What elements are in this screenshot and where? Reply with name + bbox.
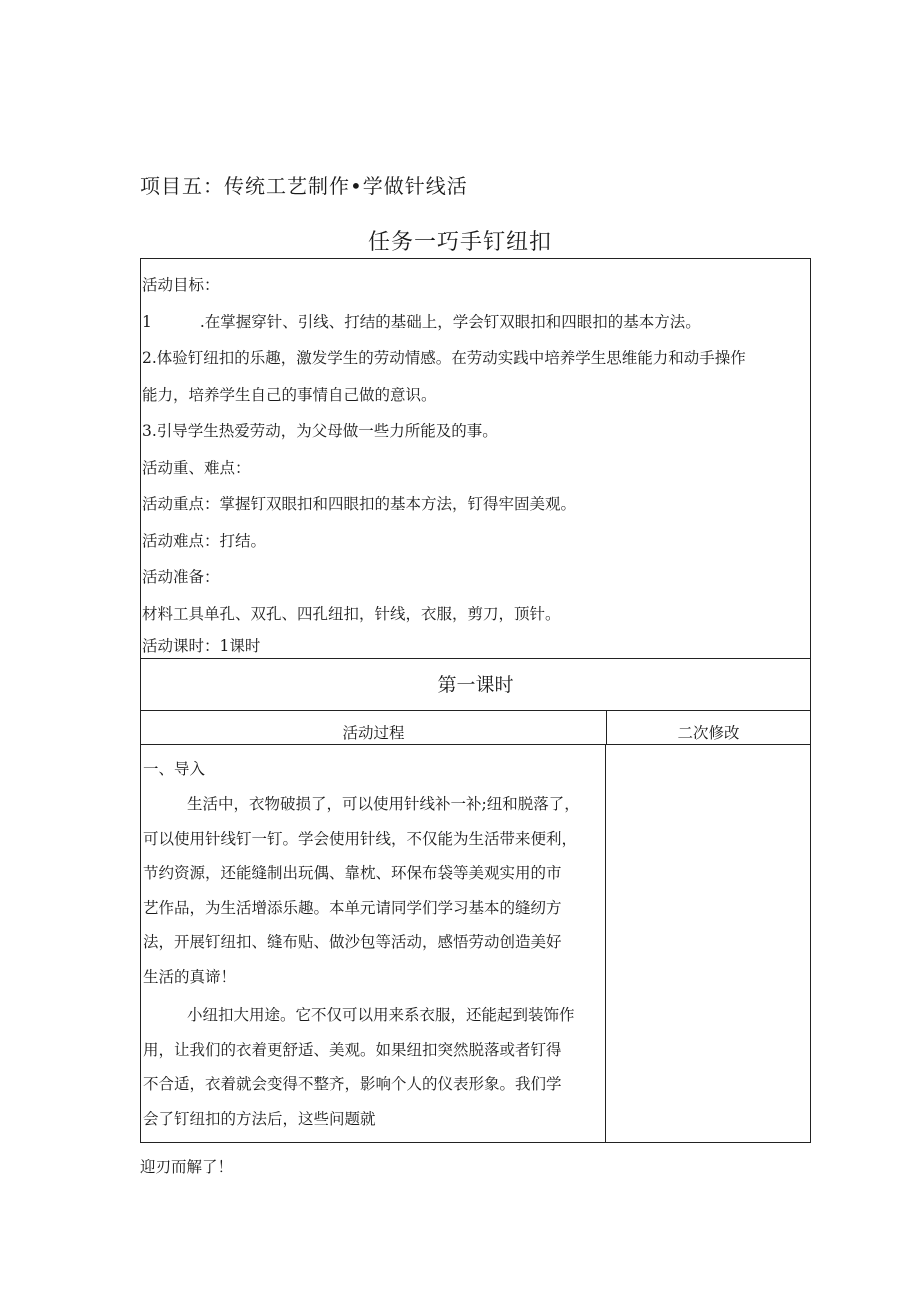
objective-item-1-number: 1 xyxy=(142,312,152,331)
difficulty-point: 活动难点：打结。 xyxy=(142,531,267,550)
para1-line-3: 节约资源，还能缝制出玩偶、靠枕、环保布袋等美观实用的市 xyxy=(143,864,562,882)
objective-item-1 xyxy=(142,304,806,341)
section-heading-intro: 一、导入 xyxy=(143,760,206,778)
continuation-text: 迎刃而解了！ xyxy=(140,1158,234,1176)
column-header-process: 活动过程 xyxy=(141,711,607,744)
para1-line-5: 法，开展钉纽扣、缝布贴、做沙包等活动，感悟劳动创造美好 xyxy=(143,933,562,951)
column-header-revision: 二次修改 xyxy=(677,724,740,742)
para1-line-2: 可以使用针线钉一钉。学会使用针线，不仅能为生活带来便利， xyxy=(143,829,578,848)
table-header-row xyxy=(140,710,811,745)
preparation-heading: 活动准备： xyxy=(142,568,220,586)
para1-line-4: 艺作品，为生活增添乐趣。本单元请同学们学习基本的缝纫方 xyxy=(143,898,562,917)
para2-line-4: 会了钉纽扣的方法后，这些问题就 xyxy=(143,1109,376,1128)
objective-item-2-line-2: 能力，培养学生自己的事情自己做的意识。 xyxy=(142,385,437,404)
key-point: 活动重点：掌握钉双眼扣和四眼扣的基本方法，钉得牢固美观。 xyxy=(142,495,577,513)
project-title: 项目五：传统工艺制作•学做针线活 xyxy=(140,174,468,198)
duration: 活动课时：1课时 xyxy=(142,637,261,655)
revision-cell xyxy=(607,745,810,1142)
objectives-heading: 活动目标： xyxy=(142,276,220,294)
para2-line-3: 不合适，衣着就会变得不整齐，影响个人的仪表形象。我们学 xyxy=(143,1075,562,1093)
para2-line-1: 小纽扣大用途。它不仅可以用来系衣服，还能起到装饰作 xyxy=(187,1006,575,1024)
para1-line-1: 生活中，衣物破损了，可以使用针线补一补;纽和脱落了， xyxy=(187,795,580,813)
lesson-title: 第一课时 xyxy=(140,658,811,711)
task-title: 任务一巧手钉纽扣 xyxy=(367,230,552,255)
materials-list: 材料工具单孔、双孔、四孔纽扣，针线，衣服，剪刀，顶针。 xyxy=(142,604,561,623)
objective-item-1-text: .在掌握穿针、引线、打结的基础上，学会钉双眼扣和四眼扣的基本方法。 xyxy=(199,312,701,331)
objective-item-2-line-1: 2.体验钉纽扣的乐趣，激发学生的劳动情感。在劳动实践中培养学生思维能力和动手操作 xyxy=(142,349,746,367)
process-cell xyxy=(141,745,606,1142)
objective-item-3: 3.引导学生热爱劳动，为父母做一些力所能及的事。 xyxy=(142,422,498,440)
para2-line-2: 用，让我们的衣着更舒适、美观。如果纽扣突然脱落或者钉得 xyxy=(143,1040,562,1059)
key-points-heading: 活动重、难点： xyxy=(142,458,251,477)
table-content-row xyxy=(140,744,811,1143)
objectives-box xyxy=(140,258,811,659)
para1-line-6: 生活的真谛！ xyxy=(143,967,237,986)
